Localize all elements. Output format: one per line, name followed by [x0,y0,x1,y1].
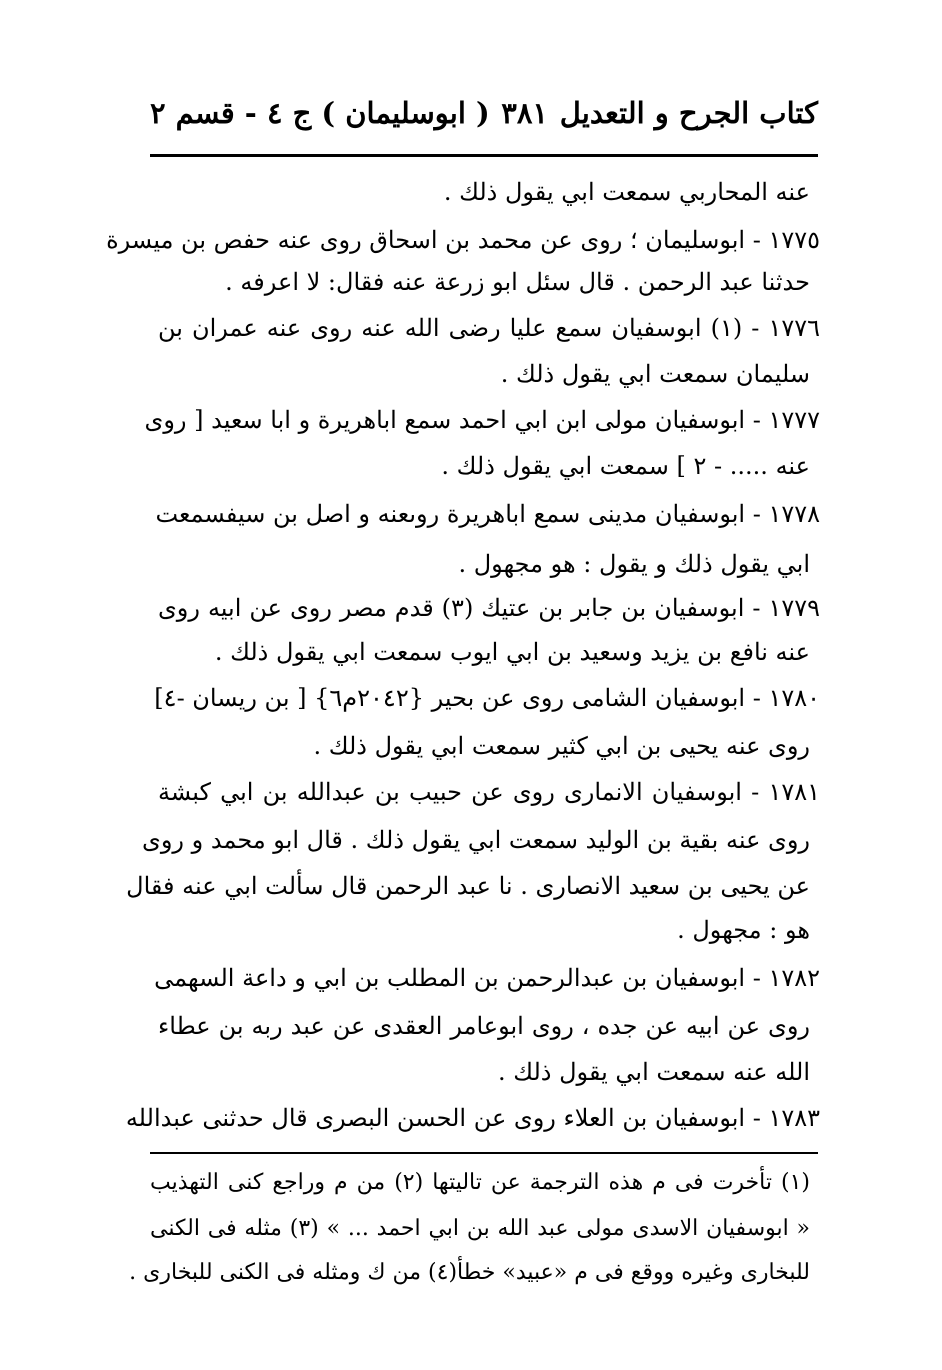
footnote-line: للبخارى وغيره ووقع فى م «عبيد» خطأ(٤) من ك ومثله فى الكنى للبخارى . [129,1260,810,1285]
footnote-line: (١) تأخرت فى م هذه الترجمة عن تاليتها (٢) من م وراجع كنى التهذيب [150,1170,810,1195]
text-line: عنه ..... - ٢ ] سمعت ابي يقول ذلك . [441,452,810,480]
footnote-rule [150,1152,818,1154]
page-number: ٣٨١ [501,96,548,130]
text-line: سليمان سمعت ابي يقول ذلك . [500,360,810,388]
header-rule [150,154,818,157]
entry-1778-line: ١٧٧٨ - ابوسفيان مدينى سمع اباهريرة روىعنه و اصل بن سيفسمعت [155,500,820,528]
text-line: حدثنا عبد الرحمن . قال سئل ابو زرعة عنه فقال: لا اعرفه . [225,268,810,296]
entry-1780-line: ١٧٨٠ - ابوسفيان الشامى روى عن بحير {٢٠٤٢م٦} [ بن ريسان -٤] [154,684,820,712]
footnote-line: « ابوسفيان الاسدى مولى عبد الله بن ابي احمد ... » (٣) مثله فى الكنى [150,1216,811,1241]
entry-1781-line: ١٧٨١ - ابوسفيان الانمارى روى عن حبيب بن عبدالله بن ابي كبشة [158,778,820,806]
entry-1779-line: ١٧٧٩ - ابوسفيان بن جابر بن عتيك (٣) قدم مصر روى عن ابيه روى [158,594,820,622]
text-line: الله عنه سمعت ابي يقول ذلك . [498,1058,810,1086]
text-line: عن يحيى بن سعيد الانصارى . نا عبد الرحمن قال سألت ابي عنه فقال [126,872,810,900]
entry-1783-line: ١٧٨٣ - ابوسفيان بن العلاء روى عن الحسن البصرى قال حدثنى عبدالله [125,1104,820,1132]
text-line: عنه المحاربي سمعت ابي يقول ذلك . [443,178,810,206]
entry-1775-line: ١٧٧٥ - ابوسليمان ؛ روى عن محمد بن اسحاق روى عنه حفص بن ميسرة [106,226,820,254]
text-line: روى عنه بقية بن الوليد سمعت ابي يقول ذلك . قال ابو محمد و روى [142,826,810,854]
entry-1776-line: ١٧٧٦ - (١) ابوسفيان سمع عليا رضى الله عنه روى عنه عمران بن [158,314,820,342]
text-line: عنه نافع بن يزيد وسعيد بن ابي ايوب سمعت ابي يقول ذلك . [214,638,810,666]
running-header [150,96,818,148]
text-line: روى عنه يحيى بن ابي كثير سمعت ابي يقول ذلك . [313,732,810,760]
text-line: هو : مجهول . [677,916,810,944]
entry-1777-line: ١٧٧٧ - ابوسفيان مولى ابن ابي احمد سمع اباهريرة و ابا سعيد [ روى [144,406,820,434]
text-line: ابي يقول ذلك و يقول : هو مجهول . [458,550,810,578]
book-title: كتاب الجرح و التعديل [559,96,818,130]
entry-1782-line: ١٧٨٢ - ابوسفيان بن عبدالرحمن بن المطلب بن ابي و داعة السهمى [154,964,820,992]
text-line: روى عن ابيه عن جده ، روى ابوعامر العقدى عن عبد ربه بن عطاء [158,1012,810,1040]
volume-indicator: ( ابوسليمان ) ج ٤ - قسم ٢ [150,96,490,130]
